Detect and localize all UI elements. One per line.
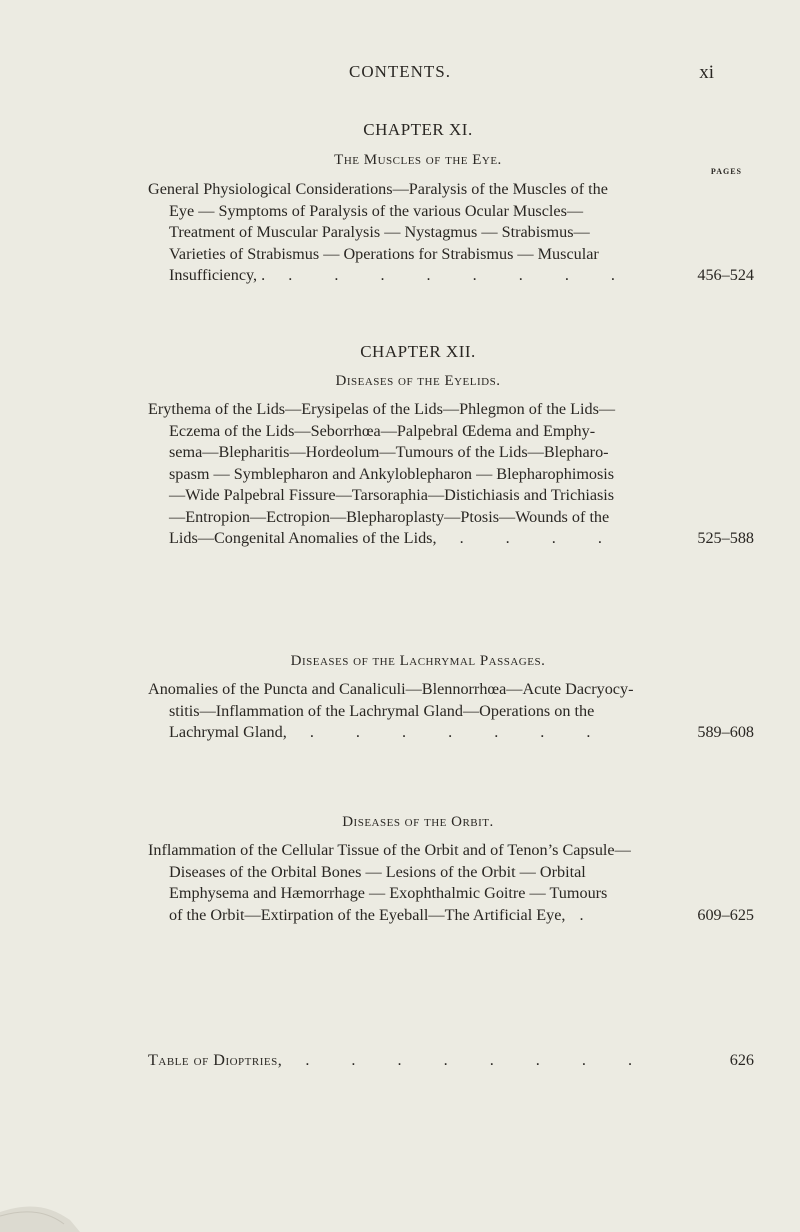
dot-leader: . . . . . . . xyxy=(286,723,610,741)
entry-line-text: Table of Dioptries, xyxy=(148,1051,283,1069)
orbit-section xyxy=(148,814,754,926)
chapter-subheading: Diseases of the Eyelids. xyxy=(335,373,501,389)
section-subheading: Diseases of the Lachrymal Passages. xyxy=(290,653,546,669)
running-head-title: CONTENTS. xyxy=(348,62,452,81)
lachrymal-section xyxy=(148,653,754,744)
dot-leader: . . . . . . . . xyxy=(265,266,634,284)
entry-line: Anomalies of the Puncta and Canaliculi—Blennorrhœa—Acute Dacryocy- xyxy=(148,680,634,698)
entry-line-text: of the Orbit—Extirpation of the Eyeball—The Artificial Eye, xyxy=(169,905,566,924)
entry-line xyxy=(148,722,748,744)
pages-column-label: PAGES xyxy=(710,167,742,176)
entry-line xyxy=(148,528,748,550)
page-corner-shadow xyxy=(0,1172,120,1232)
page-number: xi xyxy=(699,62,714,83)
entry-line-text: Lids—Congenital Anomalies of the Lids, xyxy=(169,529,437,547)
running-head xyxy=(0,62,800,86)
chapter-subheading: The Muscles of the Eye. xyxy=(334,152,502,168)
entry-line: Varieties of Strabismus — Operations for Strabismus — Muscular xyxy=(169,244,599,263)
entry-line: Eczema of the Lids—Seborrhœa—Palpebral Œdema and Emphy- xyxy=(169,421,596,440)
entry-line: Emphysema and Hæmorrhage — Exophthalmic Goitre — Tumours xyxy=(169,884,608,902)
chapter-heading: CHAPTER XII. xyxy=(360,342,476,361)
dot-leader: . xyxy=(565,905,594,924)
entry-line: sema—Blepharitis—Hordeolum—Tumours of the Lids—Blepharo- xyxy=(169,443,609,461)
entry-line xyxy=(148,905,748,927)
chapter-heading: CHAPTER XI. xyxy=(363,120,473,139)
toc-entry xyxy=(148,399,754,550)
chapter-xii-section xyxy=(148,342,754,550)
page-range: 456–524 xyxy=(697,266,754,284)
entry-line: stitis—Inflammation of the Lachrymal Gland—Operations on the xyxy=(169,701,595,720)
toc-entry xyxy=(148,179,754,287)
entry-line-text: Lachrymal Gland, xyxy=(169,723,287,741)
section-subheading: Diseases of the Orbit. xyxy=(342,814,494,830)
entry-line: spasm — Symblepharon and Ankyloblepharon — Blepharophimosis xyxy=(169,464,615,483)
entry-line: Treatment of Muscular Paralysis — Nystagmus — Strabismus— xyxy=(169,223,590,241)
entry-line: Eye — Symptoms of Paralysis of the various Ocular Muscles— xyxy=(169,201,584,220)
page-range: 626 xyxy=(729,1051,754,1069)
dot-leader: . . . . . . . . xyxy=(282,1051,652,1069)
entry-line-text: Insufficiency, . xyxy=(169,266,266,284)
toc-entry xyxy=(148,840,754,926)
toc-entry xyxy=(148,679,754,744)
entry-line: —Entropion—Ectropion—Blepharoplasty—Ptosis—Wounds of the xyxy=(169,507,610,526)
entry-line: Diseases of the Orbital Bones — Lesions of the Orbit — Orbital xyxy=(169,862,586,881)
page-range: 609–625 xyxy=(697,905,754,924)
entry-line: —Wide Palpebral Fissure—Tarsoraphia—Distichiasis and Trichiasis xyxy=(169,486,615,504)
dot-leader: . . . . xyxy=(436,529,621,547)
chapter-xi-section xyxy=(148,120,754,287)
entry-line: Erythema of the Lids—Erysipelas of the Lids—Phlegmon of the Lids— xyxy=(148,400,616,418)
toc-entry-table-of-dioptries xyxy=(148,1051,754,1070)
entry-line: General Physiological Considerations—Paralysis of the Muscles of the xyxy=(148,180,608,198)
entry-line xyxy=(148,265,748,287)
entry-line: Inflammation of the Cellular Tissue of the Orbit and of Tenon’s Capsule— xyxy=(148,841,631,859)
page-range: 525–588 xyxy=(697,529,754,547)
page-range: 589–608 xyxy=(697,723,754,741)
